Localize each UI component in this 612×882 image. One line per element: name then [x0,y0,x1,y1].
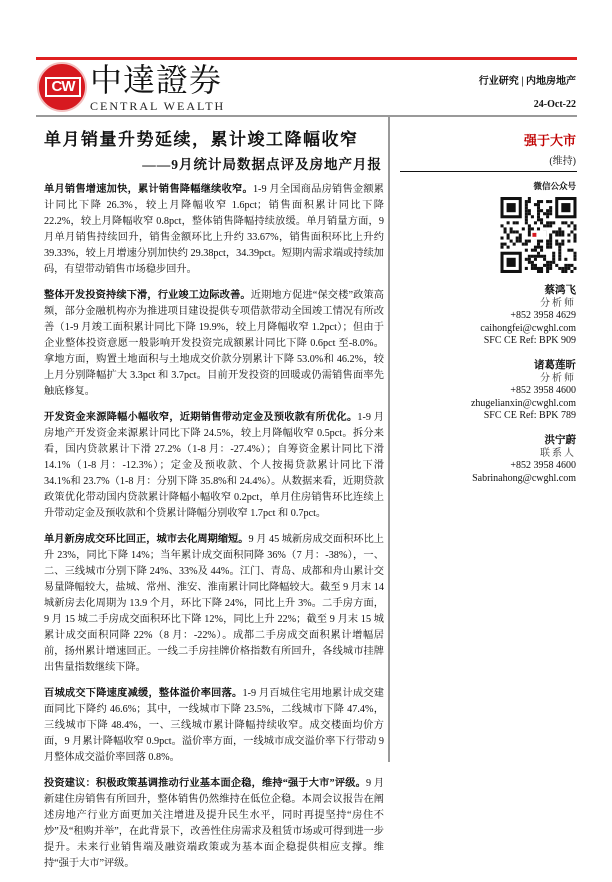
analyst-card [480,285,576,348]
qr-code-icon [500,197,577,273]
paragraph-text: 9 月 45 城新房成交面积环比上升 23%，同比下降 14%；当年累计成交面积同降 36%（7 月：-38%），一、二、三线城市分别下降 24%、33%及 44%。江门、青岛、成都和舟山累计交易量降幅较大，盐城、常州、淮安、淮南累计同比降幅较大。截至 9 月末 14 城新房去化周期为 13.9 个月，环比下降 24%，同比上升 3%。二手房方面，9 月 15 城二手房成交面积环比下降 12%，同比上升 22%；截至 9 月末 15 城累计成交面积同降 22%（8 月：-22%）。成都二手房成交面积累计增幅居前，扬州累计增速回正。一线二手房挂牌价格指数有所回升，各线城市挂牌出售量指数继续下降。 [44,534,384,673]
analyst-phone: +852 3958 4629 [510,310,576,321]
contact-role: 联系人 [540,447,576,459]
report-body [44,182,384,882]
analyst-ref: SFC CE Ref: BPK 789 [483,410,576,421]
analyst-role: 分析师 [540,372,576,384]
paragraph [44,410,384,522]
analyst-role: 分析师 [540,297,576,309]
column-divider [388,117,390,762]
paragraph-lead: 整体开发投资持续下滑，行业竣工边际改善。 [44,290,251,301]
analyst-card [471,360,576,423]
paragraph [44,532,384,676]
paragraph-text: 1-9 月房地产开发资金来源累计同比下降 24.5%，较上月降幅收窄 0.5pct。拆分来看，国内贷款累计下滑 27.2%（1-8 月：-27.4%）；自筹资金累计同比下滑 14.1%（1-8 月：-12.3%）；定金及预收款、个人按揭贷款累计同比下滑 34.1%和 23.7%（1-8 月：分别下降 35.8%和 24.4%）。从数据来看，近期贷款政策优化带动国内贷款累计降幅小幅收窄 0.2pct，单月住房销售环比连续上升带动定金及预收款和个贷累计降幅分别收窄 1.7pct 和 0.7pct。 [44,412,384,519]
analyst-name: 蔡鸿飞 [544,285,576,296]
paragraph [44,182,384,278]
paragraph-text: 1-9 月百城住宅用地累计成交建面同比下降约 46.6%；其中，一线城市下降 23.5%，二线城市下降 47.4%，三线城市下降 48.4%，一、三线城市累计降幅持续收窄。成交楼面均价方面，9 月累计降幅收窄 0.9pct。溢价率方面，一线城市成交溢价率下行带动 9 月整体成交溢价率回落 0.8%。 [44,688,384,763]
paragraph-text: 9 月新建住房销售有所回升，整体销售仍然维持在低位企稳。本周会议报告在阐述房地产行业方面更加关注增进及提升民生水平，同时再提坚持“房住不炒”及“租购并举”，在此背景下，改善性住房需求及租赁市场或可得到进一步提升。未来行业销售端及融资端政策或为基本面企稳提供相应支撑。维持“强于大市”评级。 [44,778,385,869]
analyst-email[interactable]: caihongfei@cwghl.com [480,322,576,334]
logo-mark: CW [45,77,81,97]
report-date: 24-Oct-22 [533,99,576,110]
analyst-ref: SFC CE Ref: BPK 909 [483,335,576,346]
analyst-email[interactable]: zhugelianxin@cwghl.com [470,397,576,409]
rating-divider [400,171,577,172]
analyst-name: 诸葛莲昕 [534,360,576,371]
contact-phone: +852 3958 4600 [510,460,576,471]
report-subtitle: ——9月统计局数据点评及房地产月报 [142,157,382,172]
contact-name: 洪宁蔚 [544,435,576,446]
contact-email[interactable]: Sabrinahong@cwghl.com [472,472,576,484]
paragraph-text: 近期地方促进“保交楼”政策高频，部分金融机构亦为推进项目建设提供专项借款带动全国竣工情况有所改善（1-9 月竣工面积累计同比下降 19.9%，较上月降幅收窄 1.2pct）；但由于企业整体投资意愿一般影响开发投资完成额累计同比下降 0.6pct 至-8.0%。拿地方面，购置土地面积与土地成交价款分别累计下降 53.0%和 46.2%，较上月分别降幅扩大 3.3pct 和 3.7pct。目前开发投资的回暖或仍需销售面率先触底修复。 [44,290,384,397]
paragraph-lead: 单月新房成交环比回正，城市去化周期缩短。 [44,534,249,545]
paragraph-lead: 百城成交下降速度减缓，整体溢价率回落。 [44,688,243,699]
paragraph-lead: 投资建议：积极政策基调推动行业基本面企稳，维持“强于大市”评级。 [44,778,366,789]
paragraph-lead: 开发资金来源降幅小幅收窄，近期销售带动定金及预收款有所优化。 [44,412,358,423]
logo-icon [37,62,87,112]
rating-status: (维持) [549,156,576,167]
paragraph [44,776,384,872]
paragraph [44,288,384,400]
logo-english: CENTRAL WEALTH [90,99,226,113]
rating-label: 强于大市 [523,133,576,148]
report-section: 行业研究 | 内地房地产 [478,76,576,87]
paragraph-lead: 单月销售增速加快，累计销售降幅继续收窄。 [44,184,253,195]
analyst-phone: +852 3958 4600 [510,385,576,396]
wechat-label: 微信公众号 [533,181,576,191]
contact-card [472,435,576,485]
logo-chinese: 中達證券 [90,62,223,98]
report-title: 单月销量升势延续，累计竣工降幅收窄 [44,130,359,149]
paragraph [44,686,384,766]
paragraph-text: 1-9 月全国商品房销售金额累计同比下降 26.3%，较上月降幅收窄 1.6pct；销售面积累计同比下降 22.2%，较上月降幅收窄 0.8pct，整体销售降幅持续放缓。单月销量方面，9 月单月销售持续回升，销售金额环比上升约 33.67%，销售面积环比上升约 39.33%，较上月增速分别加快约 29.38pct，34.39pct。短期内需求端或持续加码，有望带动销售市场稳步回升。 [44,184,384,275]
header-divider [36,115,577,117]
